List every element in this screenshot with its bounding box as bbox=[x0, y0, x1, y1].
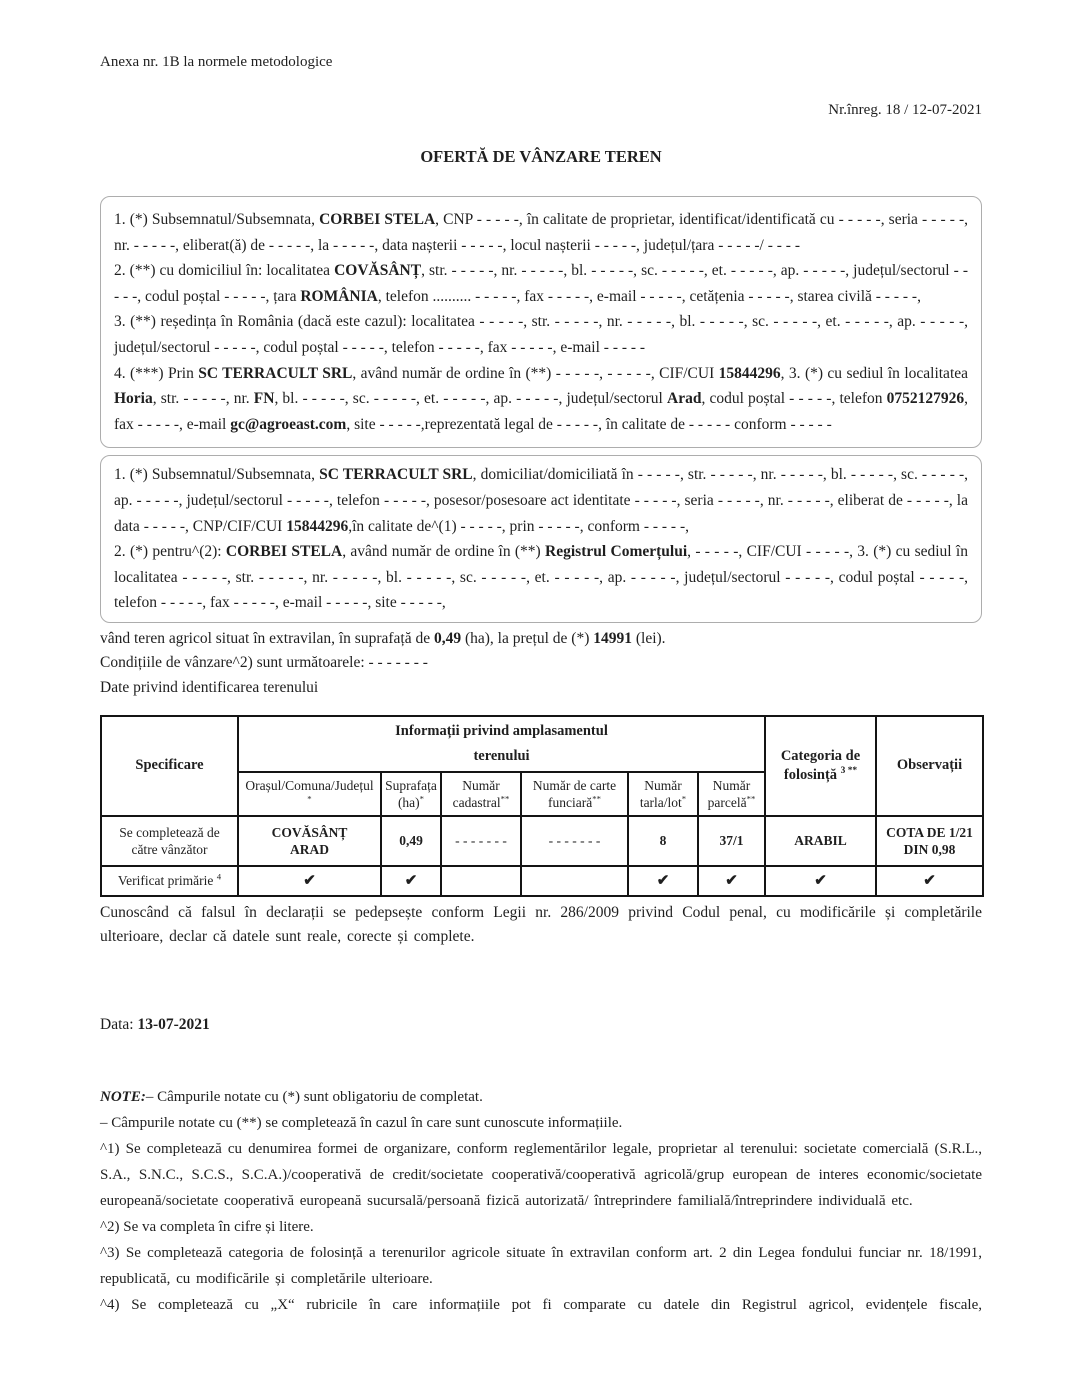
registration-number: Nr.înreg. 18 / 12-07-2021 bbox=[828, 102, 982, 118]
owner-residence-paragraph: 3. (**) reședința în România (dacă este cazul): localitatea - - - - -, str. - - - - -, nr. - - - - -, bl. - - - - -, sc. - - - - -, et. - - - - -, ap. - - - - -, județul/sectorul - - - - -, codul poștal - - - - -, telefon - - - - -, fax - - - - -, e-mail - - - - - bbox=[114, 313, 968, 356]
cell-oras-comuna-judet: COVĂSÂNȚ ARAD bbox=[238, 816, 381, 866]
note-4-x-marking: ^4) Se completează cu „X“ rubricile în care informațiile pot fi comparate cu datele din Registrul agricol, evidențele fiscale, bbox=[100, 1296, 982, 1313]
seller-values-row bbox=[101, 816, 983, 866]
cell-numar-cadastral: - - - - - - - bbox=[441, 816, 521, 866]
checkmark-tarla: ✔ bbox=[628, 866, 698, 896]
checkmark-cadastral bbox=[441, 866, 521, 896]
legal-declaration: Cunoscând că falsul în declarații se pedepsește conform Legii nr. 286/2009 privind Codul penal, cu modificările și completările ulterioare, declar că datele sunt reale, corecte și complete. bbox=[100, 903, 982, 946]
cell-carte-funciara: - - - - - - - bbox=[521, 816, 628, 866]
cell-tarla-lot: 8 bbox=[628, 816, 698, 866]
header-categoria-folosinta: Categoria de folosință $^{3 **}$ bbox=[765, 716, 876, 816]
annex-label: Anexa nr. 1B la normele metodologice bbox=[100, 54, 333, 70]
proxy-company-paragraph: 4. (***) Prin SC TERRACULT SRL, având număr de ordine în (**) - - - - -, - - - - -, CIF/CUI 15844296, 3. (*) cu sediul în localitatea Horia, str. - - - - -, nr. FN, bl. - - - - -, sc. - - - - -, et. - - - - -, ap. - - - - -, județul/sectorul Arad, codul poștal - - - - -, telefon 0752127926, fax - - - - -, e-mail gc@agroeast.com, site - - - - -,reprezentată legal de - - - - -, în calitate de - - - - - conform - - - - - bbox=[114, 364, 969, 433]
sale-statement-block bbox=[100, 627, 982, 700]
verification-row bbox=[101, 866, 983, 896]
header-tarla-lot: Număr tarla/lot* bbox=[628, 772, 698, 816]
notes-section bbox=[100, 1084, 982, 1318]
note-mandatory-fields: NOTE:– Câmpurile notate cu (*) sunt obligatoriu de completat. bbox=[100, 1088, 483, 1105]
checkmark-suprafata: ✔ bbox=[381, 866, 441, 896]
note-1-organization-form: ^1) Se completează cu denumirea formei de organizare, conform reglementărilor legale, proprietar al terenului: societate comercială (S.R.L., S.A., S.N.C., S.C.S., S.C.A.)/cooperativă de credit/societate cooperativă/cooperativă agricolă/grup european de interes economic/societate europeană/societate cooperativă europeană sucursală/persoană fizică autorizată/ întreprindere familială/întreprindere individuală etc. bbox=[100, 1140, 982, 1209]
note-3-usage-category: ^3) Se completează categoria de folosință a terenurilor agricole situate în extravilan conform art. 2 din Legea fondului funciar nr. 18/1991, republicată, cu modificările și completările ulterioare. bbox=[100, 1244, 982, 1287]
sale-price-line: vând teren agricol situat în extravilan, în suprafață de 0,49 (ha), la prețul de (*) 14991 (lei). bbox=[100, 629, 666, 647]
checkmark-parcela: ✔ bbox=[698, 866, 765, 896]
agent-mandate-paragraph: 2. (*) pentru^(2): CORBEI STELA, având număr de ordine în (**) Registrul Comerțului, - - - - -, CIF/CUI - - - - -, 3. (*) cu sediul în localitatea - - - - -, str. - - - - -, nr. - - - - -, bl. - - - - -, sc. - - - - -, et. - - - - -, ap. - - - - -, județul/sectorul - - - - -, codul poștal - - - - -, telefon - - - - -, fax - - - - -, e-mail - - - - -, site - - - - -, bbox=[114, 543, 968, 612]
land-identification-heading: Date privind identificarea terenului bbox=[100, 678, 319, 696]
date-line: Data: 13-07-2021 bbox=[100, 1015, 210, 1033]
note-2-numbers-and-letters: ^2) Se va completa în cifre și litere. bbox=[100, 1218, 314, 1235]
header-parcela: Număr parcelă** bbox=[698, 772, 765, 816]
agent-section-box bbox=[100, 455, 982, 623]
checkmark-carte-funciara bbox=[521, 866, 628, 896]
owner-identity-paragraph: 1. (*) Subsemnatul/Subsemnata, CORBEI STELA, CNP - - - - -, în calitate de proprietar, identificat/identificată cu - - - - -, seria - - - - -, nr. - - - - -, eliberat(ă) de - - - - -, la - - - - -, data nașterii - - - - -, locul nașterii - - - - -, județul/țara - - - - -/ - - - - bbox=[114, 211, 968, 254]
table-header-row-main bbox=[101, 716, 983, 772]
cell-parcela: 37/1 bbox=[698, 816, 765, 866]
header-suprafata: Suprafața (ha)* bbox=[381, 772, 441, 816]
owner-domicile-paragraph: 2. (**) cu domiciliul în: localitatea COVĂSÂNȚ, str. - - - - -, nr. - - - - -, bl. - - - - -, sc. - - - - -, et. - - - - -, ap. - - - - -, județul/sectorul - - - - -, codul poștal - - - - -, țara ROMÂNIA, telefon .......... - - - - -, fax - - - - -, e-mail - - - - -, cetățenia - - - - -, starea civilă - - - - -, bbox=[114, 262, 969, 305]
header-observatii: Observații bbox=[876, 716, 983, 816]
header-oras-comuna-judet: Orașul/Comuna/Județul * bbox=[238, 772, 381, 816]
checkmark-categoria: ✔ bbox=[765, 866, 876, 896]
row-label-verificat-primarie: Verificat primărie $^4$ bbox=[101, 866, 238, 896]
checkmark-observatii: ✔ bbox=[876, 866, 983, 896]
cell-categoria-folosinta: ARABIL bbox=[765, 816, 876, 866]
owner-section-box bbox=[100, 196, 982, 448]
header-amplasament-group: Informații privind amplasamentul terenului bbox=[238, 716, 765, 772]
header-carte-funciara: Număr de carte funciară** bbox=[521, 772, 628, 816]
land-identification-table bbox=[100, 715, 984, 897]
row-label-seller: Se completează de către vânzător bbox=[101, 816, 238, 866]
cell-observatii: COTA DE 1/21 DIN 0,98 bbox=[876, 816, 983, 866]
agent-identity-paragraph: 1. (*) Subsemnatul/Subsemnata, SC TERRACULT SRL, domiciliat/domiciliată în - - - - -, str. - - - - -, nr. - - - - -, bl. - - - - -, sc. - - - - -, ap. - - - - -, județul/sectorul - - - - -, telefon - - - - -, posesor/posesoare act identitate - - - - -, seria - - - - -, nr. - - - - -, eliberat de - - - - -, la data - - - - -, CNP/CIF/CUI 15844296,în calitate de^(1) - - - - -, prin - - - - -, conform - - - - -, bbox=[114, 466, 968, 535]
checkmark-oras: ✔ bbox=[238, 866, 381, 896]
sale-conditions-line: Condițiile de vânzare^2) sunt următoarele: - - - - - - - bbox=[100, 654, 428, 672]
document-title: OFERTĂ DE VÂNZARE TEREN bbox=[420, 147, 662, 166]
cell-suprafata: 0,49 bbox=[381, 816, 441, 866]
note-optional-fields: – Câmpurile notate cu (**) se completează în cazul în care sunt cunoscute informațiile. bbox=[100, 1114, 623, 1131]
header-numar-cadastral: Număr cadastral** bbox=[441, 772, 521, 816]
header-specificare: Specificare bbox=[101, 716, 238, 816]
